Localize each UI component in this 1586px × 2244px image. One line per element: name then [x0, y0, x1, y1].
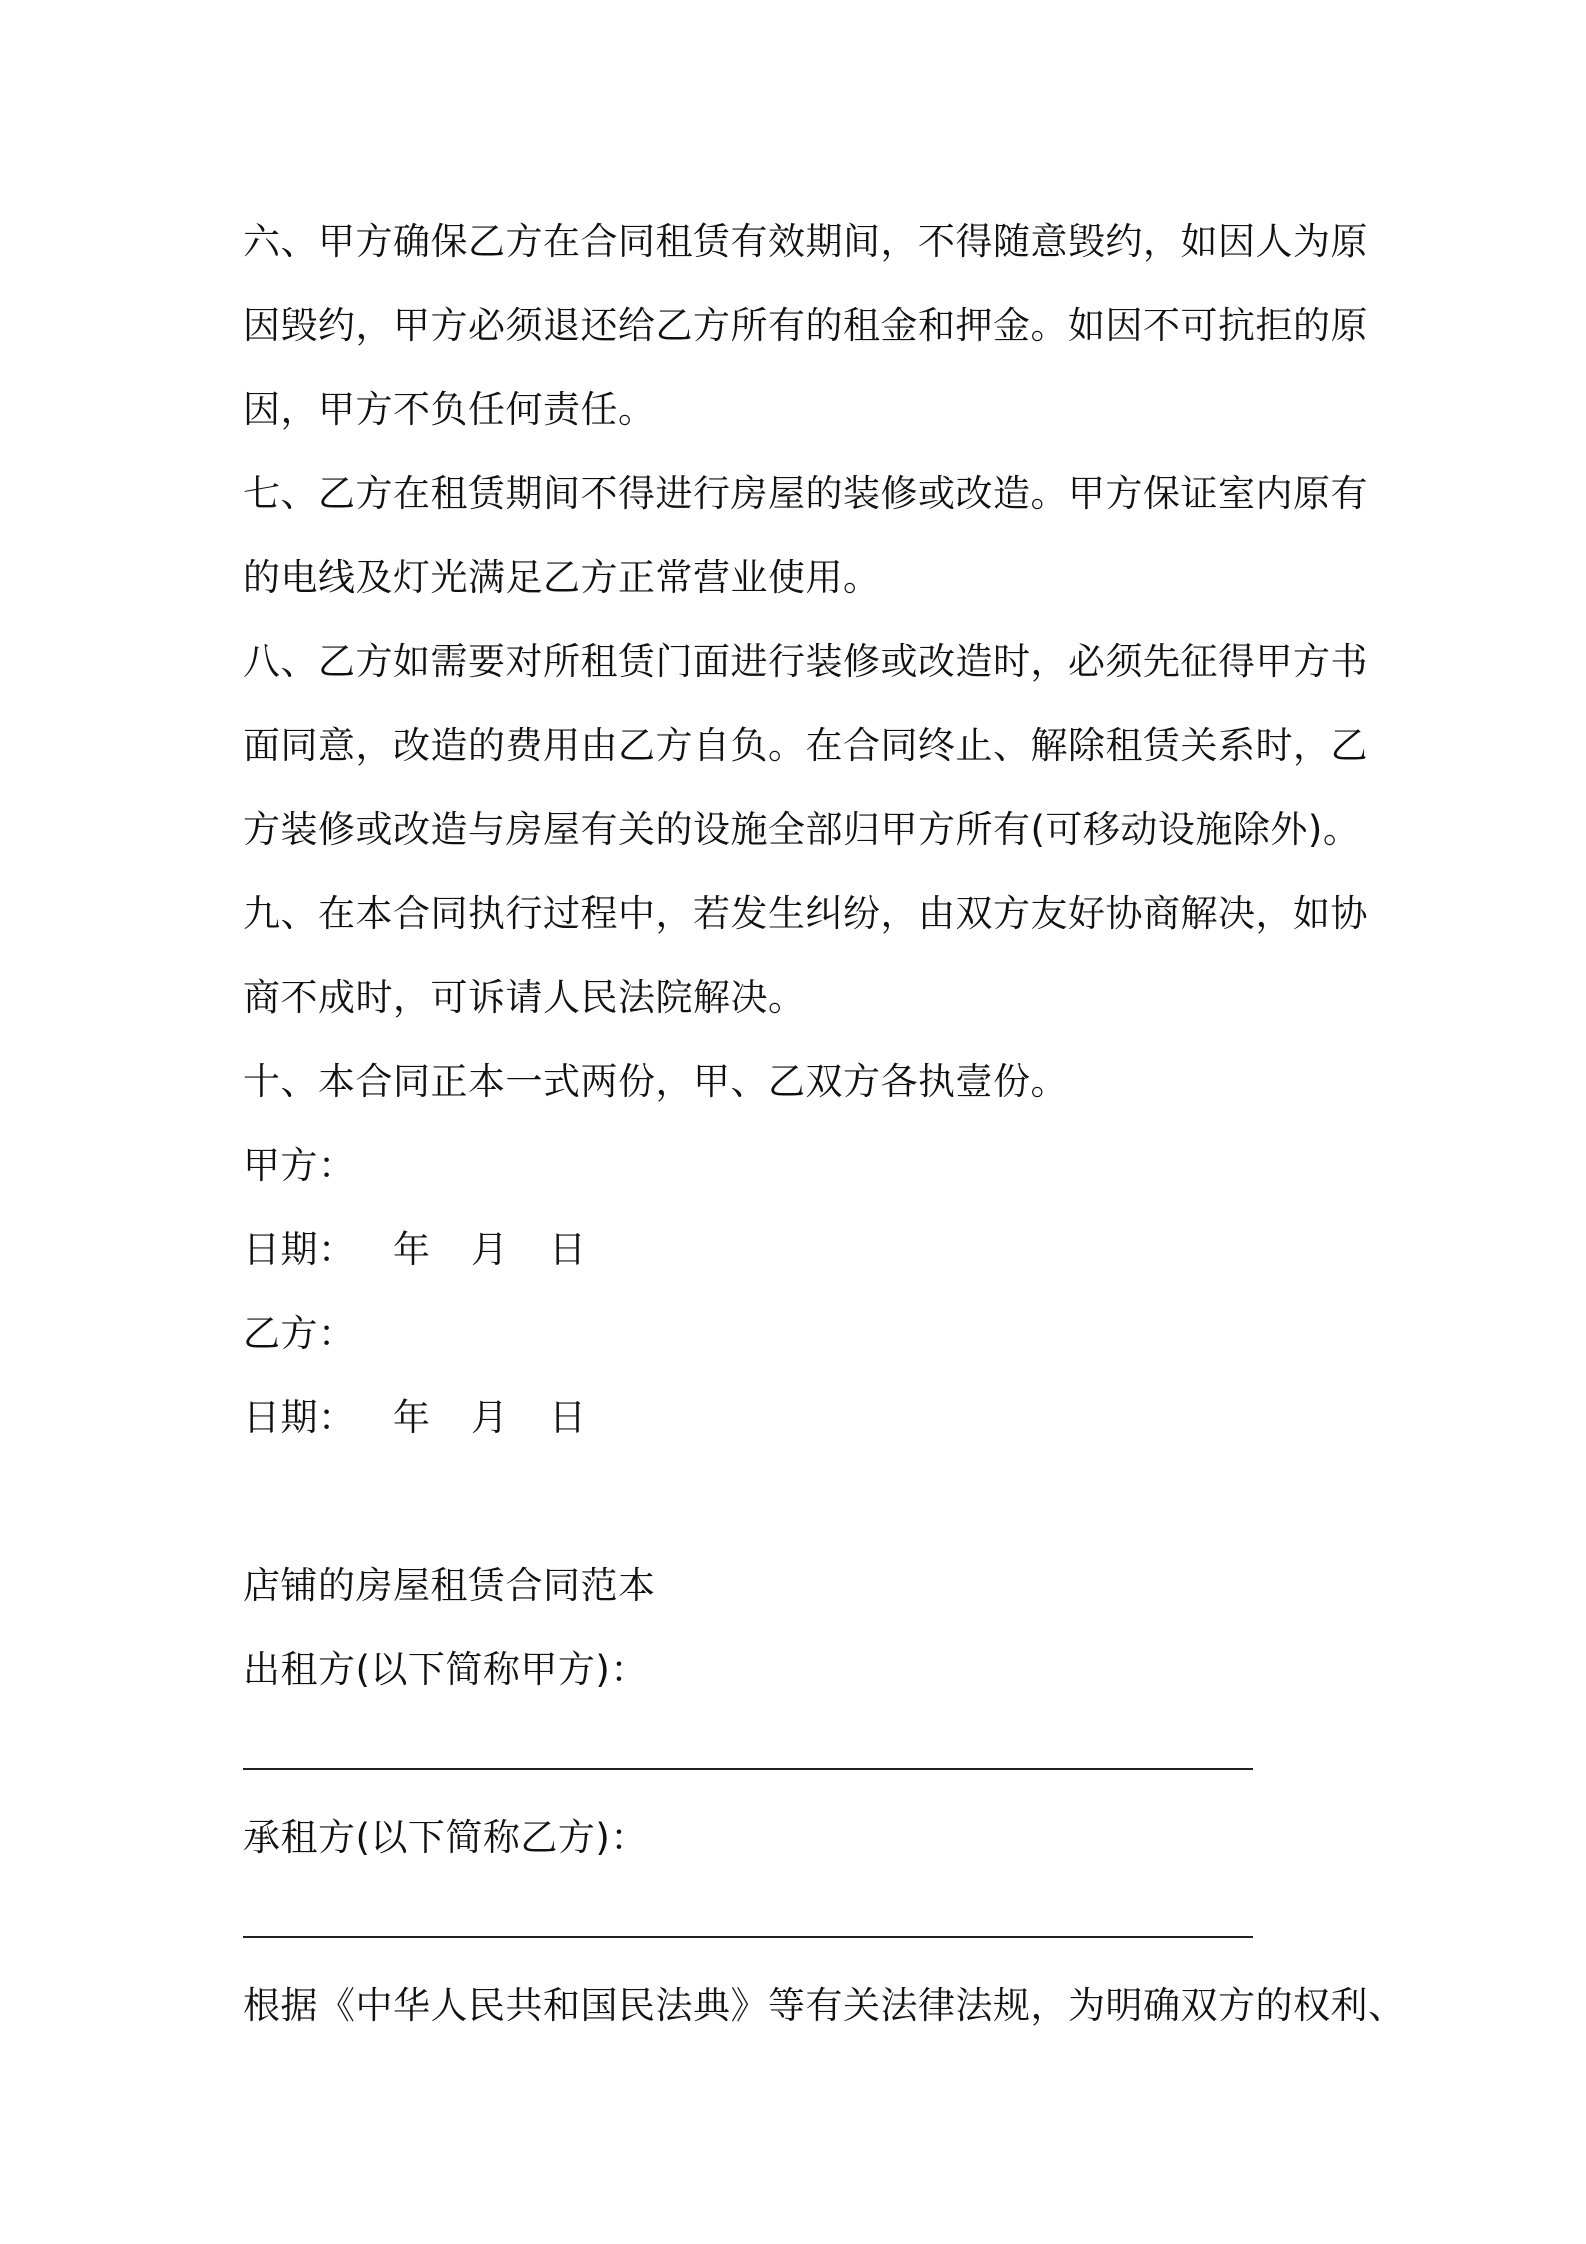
party-a-date-month: 月: [471, 1228, 509, 1271]
party-a-date-day: 日: [549, 1228, 587, 1271]
party-b-label: 乙方：: [243, 1312, 356, 1355]
document-body: [243, 200, 1406, 2048]
clause-eight-line-1: 八、乙方如需要对所租赁门面进行装修或改造时，必须先征得甲方书: [243, 640, 1368, 683]
party-b-date-label: 日期：: [243, 1396, 356, 1439]
party-a-date-line: [243, 1208, 1353, 1292]
lessor-label: 出租方(以下简称甲方)：: [243, 1648, 648, 1691]
clause-ten-line-1: 十、本合同正本一式两份，甲、乙双方各执壹份。: [243, 1060, 1068, 1103]
clause-six-line-2: 因毁约，甲方必须退还给乙方所有的租金和押金。如因不可抗拒的原: [243, 304, 1368, 347]
clause-nine: [243, 872, 1368, 1040]
clause-seven: [243, 452, 1368, 620]
lessee-blank-line: [243, 1880, 1353, 1964]
clause-nine-line-1: 九、在本合同执行过程中，若发生纠纷，由双方友好协商解决，如协: [243, 892, 1368, 935]
party-a-date-label: 日期：: [243, 1228, 356, 1271]
party-b-date-line: [243, 1376, 1353, 1460]
clause-seven-line-1: 七、乙方在租赁期间不得进行房屋的装修或改造。甲方保证室内原有: [243, 472, 1368, 515]
party-b-date-month: 月: [471, 1396, 509, 1439]
clause-eight: [243, 620, 1368, 872]
preamble-line: 根据《中华人民共和国民法典》等有关法律法规，为明确双方的权利、: [243, 1984, 1406, 2027]
clause-six: [243, 200, 1368, 452]
lessor-blank-line: [243, 1712, 1353, 1796]
clause-eight-line-3: 方装修或改造与房屋有关的设施全部归甲方所有(可移动设施除外)。: [243, 808, 1361, 851]
clause-six-line-1: 六、甲方确保乙方在合同租赁有效期间，不得随意毁约，如因人为原: [243, 220, 1368, 263]
party-b-date-day: 日: [549, 1396, 587, 1439]
party-a-date-year: 年: [393, 1228, 431, 1271]
lessee-label: 承租方(以下简称乙方)：: [243, 1816, 648, 1859]
clause-seven-line-2: 的电线及灯光满足乙方正常营业使用。: [243, 556, 881, 599]
lessor-underline: [243, 1768, 1253, 1770]
clause-eight-line-2: 面同意，改造的费用由乙方自负。在合同终止、解除租赁关系时，乙: [243, 724, 1368, 767]
second-contract: [243, 1544, 1406, 2048]
second-contract-title: 店铺的房屋租赁合同范本: [243, 1564, 656, 1607]
party-a-label: 甲方：: [243, 1144, 356, 1187]
lessee-underline: [243, 1936, 1253, 1938]
party-b-date-year: 年: [393, 1396, 431, 1439]
section-spacer: [243, 1460, 1353, 1544]
clause-nine-line-2: 商不成时，可诉请人民法院解决。: [243, 976, 806, 1019]
signature-block: [243, 1124, 1353, 1460]
clause-six-line-3: 因，甲方不负任何责任。: [243, 388, 656, 431]
clause-ten: [243, 1040, 1353, 1124]
